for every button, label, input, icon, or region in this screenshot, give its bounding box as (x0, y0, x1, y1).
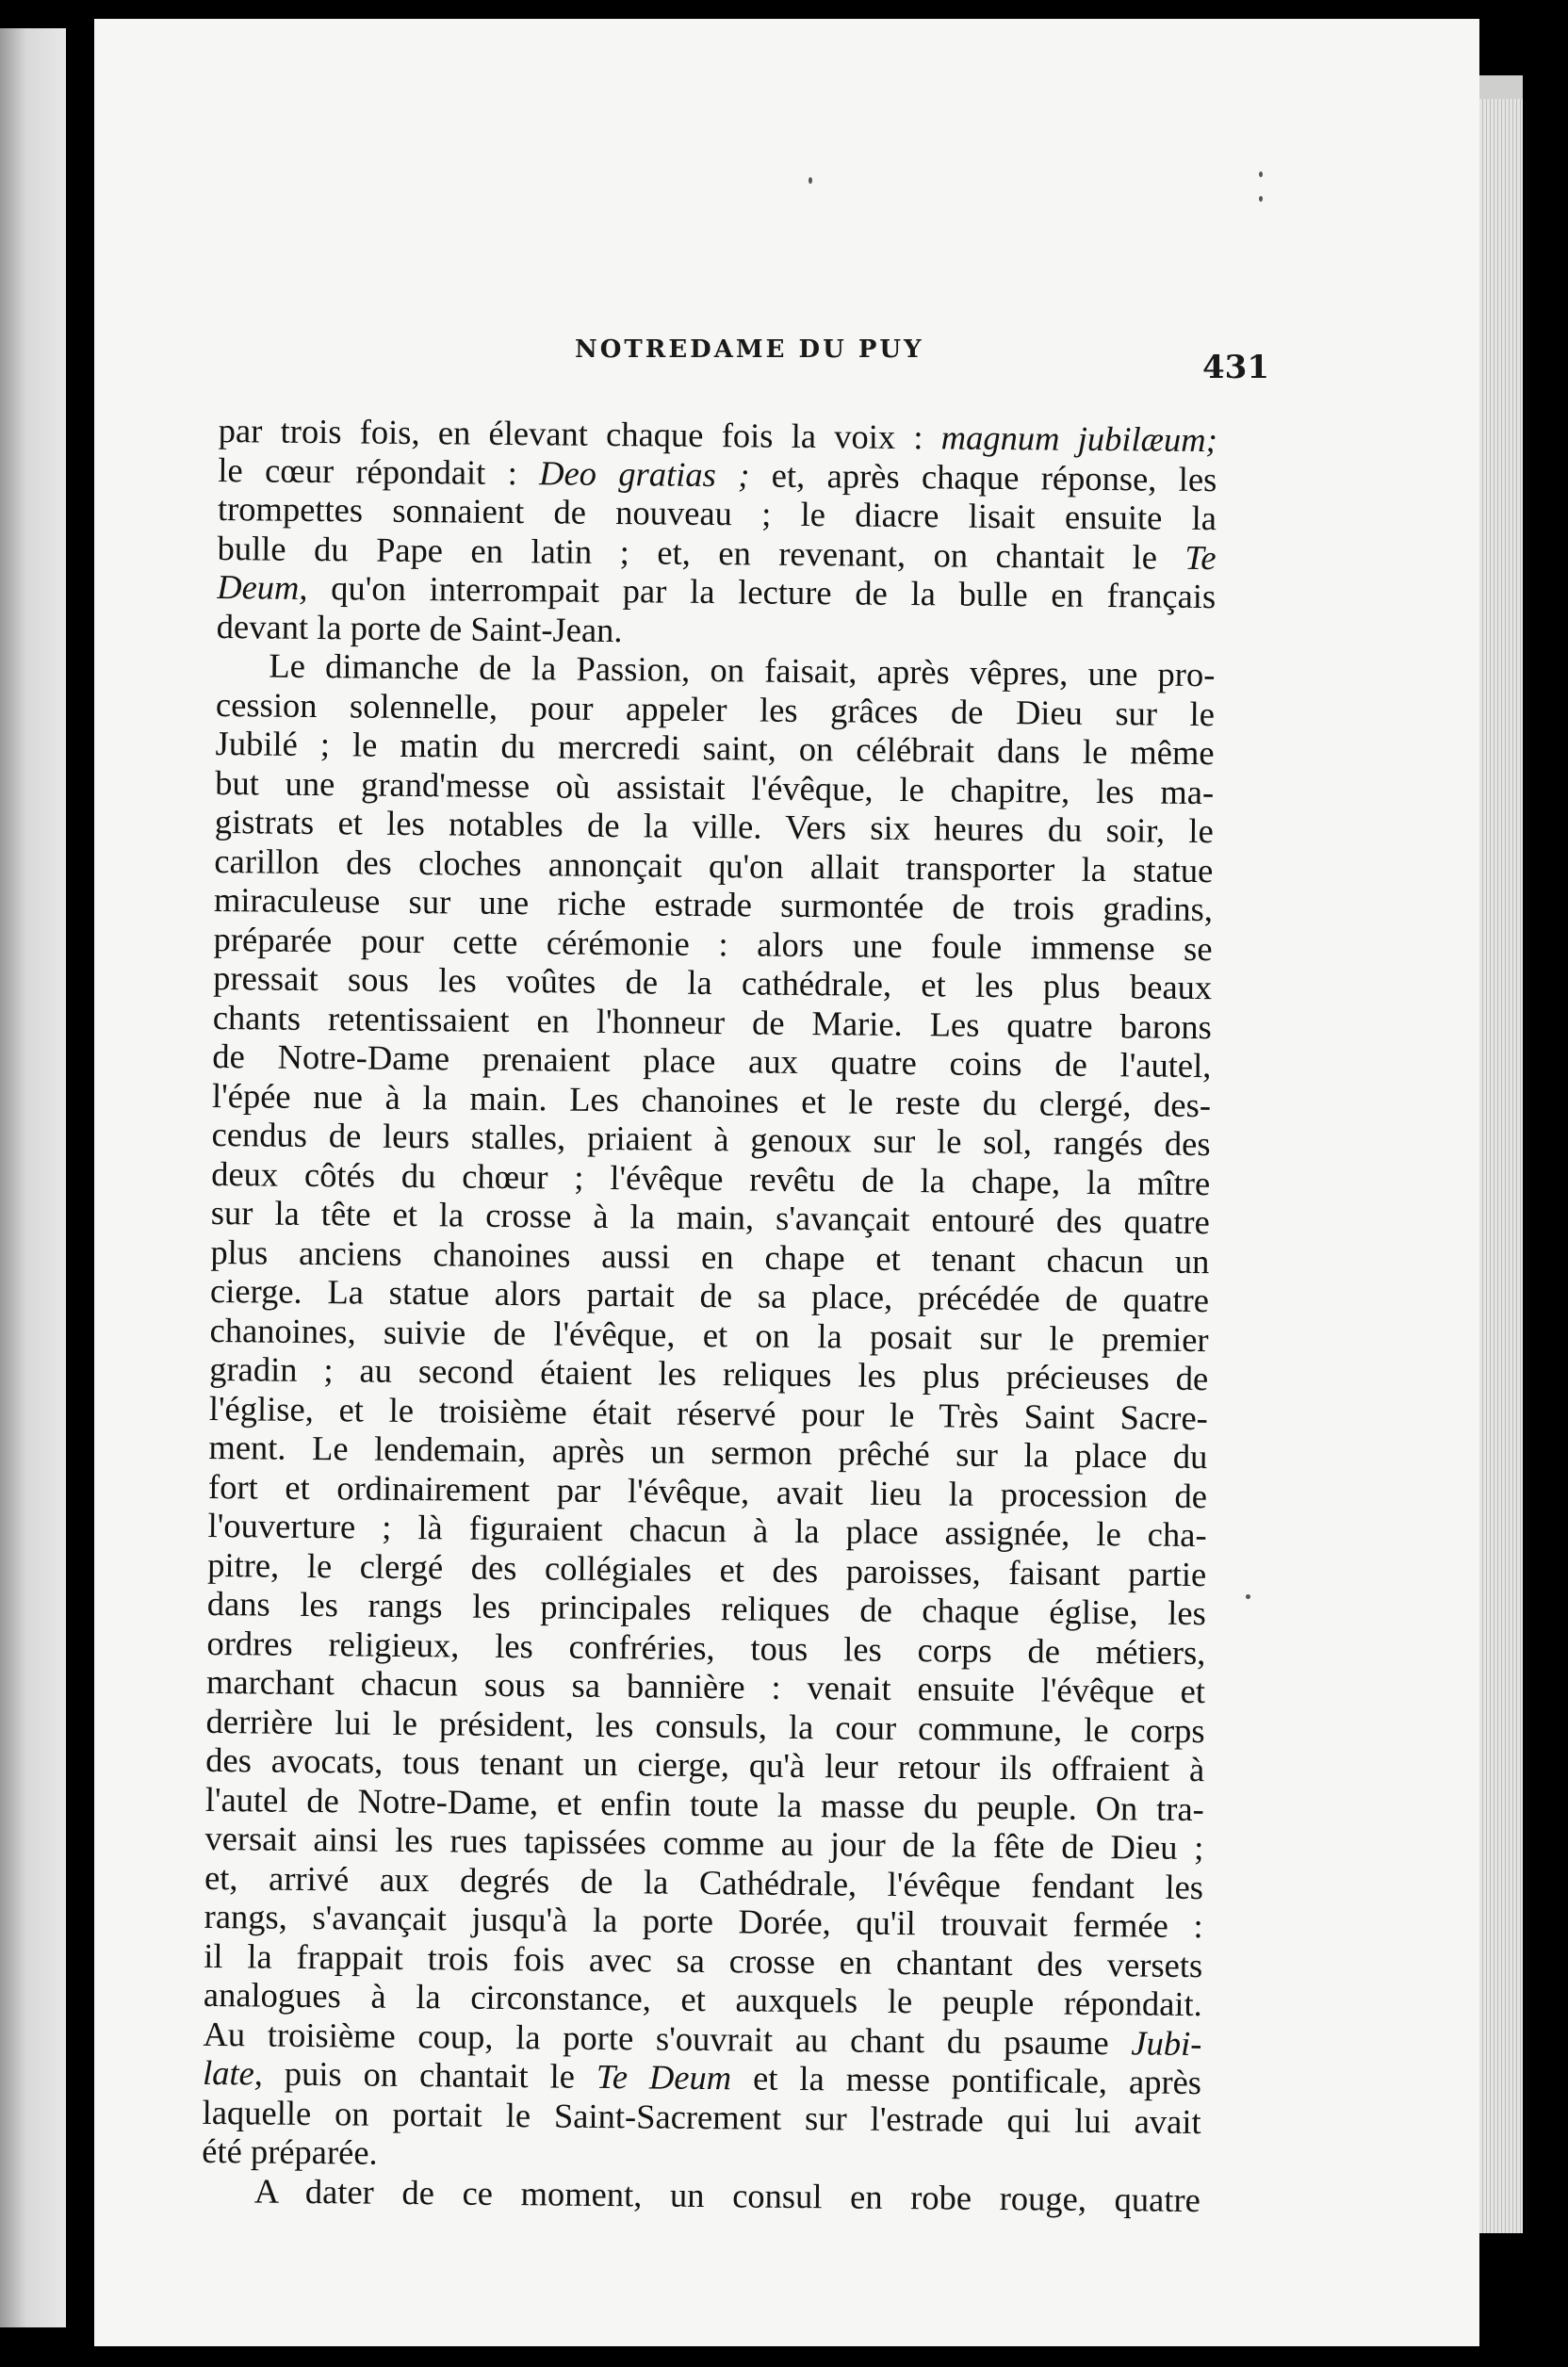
previous-page-edge (0, 28, 66, 2327)
text-run: pressait sous les voûtes de la cathédrale, et les plus beaux (213, 957, 1213, 1007)
text-run: Au troisième coup, la porte s'ouvrait au chant du psaume (203, 2014, 1132, 2062)
text-run: laquelle on portait le Saint-Sacrement sur l'estrade qui lui avait (202, 2092, 1201, 2141)
text-run: marchant chacun sous sa bannière : venait ensuite l'évêque et (205, 1661, 1206, 1711)
text-run: par trois fois, en élevant chaque fois la voix : (218, 411, 941, 457)
text-run: et, arrivé aux degrés de la Cathédrale, l'évêque fendant les (204, 1857, 1204, 1906)
body-text (202, 411, 1217, 2219)
dust-speck (1259, 171, 1263, 177)
text-run: été préparée. (202, 2130, 378, 2172)
text-run: gradin ; au second étaient les reliques les plus précieuses de (209, 1348, 1209, 1398)
italic-run: Deo gratias ; (539, 452, 750, 494)
dust-speck (1259, 196, 1263, 202)
text-run: ment. Le lendemain, après un sermon prêché sur la place du (208, 1427, 1208, 1477)
text-run: chanoines, suivie de l'évêque, et on la posait sur le premier (209, 1310, 1209, 1359)
text-run: dans les rangs les principales reliques de chaque église, les (206, 1583, 1207, 1633)
text-run: l'épée nue à la main. Les chanoines et le reste du clergé, des- (211, 1075, 1212, 1124)
text-run: trompettes sonnaient de nouveau ; le diacre lisait ensuite la (217, 488, 1217, 538)
book-gutter (66, 0, 94, 2367)
text-run: carillon des cloches annonçait qu'on allait transporter la statue (214, 841, 1214, 890)
text-run: gistrats et les notables de la ville. Vers six heures du soir, le (214, 801, 1214, 851)
text-run: qu'on interrompait par la lecture de la bulle en français (307, 567, 1217, 616)
running-title: NOTREDAME DU PUY (575, 335, 924, 364)
text-run: cession solennelle, pour appeler les grâces de Dieu sur le (215, 684, 1216, 733)
italic-run: Deum, (217, 566, 308, 607)
text-run: Le dimanche de la Passion, on faisait, après vêpres, une pro- (269, 645, 1216, 694)
text-run: fort et ordinairement par l'évêque, avait lieu la procession de (207, 1466, 1208, 1515)
text-run: il la frappait trois fois avec sa crosse en chantant des versets (204, 1935, 1203, 1984)
text-run: cendus de leurs stalles, priaient à genoux sur le sol, rangés des (211, 1114, 1211, 1164)
text-run: préparée pour cette cérémonie : alors une foule immense se (213, 919, 1213, 968)
italic-run: Te (1184, 537, 1217, 577)
italic-run: Te Deum (596, 2056, 732, 2098)
text-run: analogues à la circonstance, et auxquels le peuple répondait. (203, 1974, 1203, 2024)
page-stack-edges (1479, 99, 1523, 2233)
italic-run: magnum jubilæum; (940, 417, 1217, 460)
text-run: devant la porte de Saint-Jean. (216, 606, 623, 649)
text-run: plus anciens chanoines aussi en chape et tenant chacun un (210, 1232, 1210, 1281)
text-run: et la messe pontificale, après (730, 2058, 1202, 2102)
text-run: l'église, et le troisième était réservé pour le Très Saint Sacre- (208, 1388, 1208, 1437)
text-run: bulle du Pape en latin ; et, en revenant, on chantait le (217, 528, 1185, 577)
text-run: Jubilé ; le matin du mercredi saint, on célébrait dans le même (215, 723, 1215, 773)
text-run: ordres religieux, les confréries, tous les corps de métiers, (206, 1623, 1206, 1672)
text-run: sur la tête et la crosse à la main, s'avançait entouré des quatre (210, 1192, 1210, 1242)
text-run: versait ainsi les rues tapissées comme au jour de la fête de Dieu ; (204, 1818, 1204, 1868)
text-run: le cœur répondait : (218, 449, 540, 492)
text-run: et, après chaque réponse, les (749, 454, 1217, 498)
text-run: des avocats, tous tenant un cierge, qu'à leur retour ils offraient à (205, 1739, 1205, 1789)
text-run: but une grand'messe où assistait l'évêque, le chapitre, les ma- (215, 762, 1215, 811)
text-run: cierge. La statue alors partait de sa place, précédée de quatre (209, 1270, 1210, 1320)
italic-run: late, (202, 2052, 264, 2093)
text-run: l'autel de Notre-Dame, et enfin toute la masse du peuple. On tra- (204, 1779, 1205, 1828)
dust-speck (1246, 1594, 1250, 1599)
page-number: 431 (1202, 349, 1269, 386)
text-run: deux côtés du chœur ; l'évêque revêtu de la chape, la mître (211, 1153, 1211, 1202)
dust-speck (808, 177, 812, 184)
text-run: pitre, le clergé des collégiales et des paroisses, faisant partie (207, 1544, 1207, 1593)
text-run: rangs, s'avançait jusqu'à la porte Dorée, qu'il trouvait fermée : (204, 1896, 1203, 1946)
text-run: de Notre-Dame prenaient place aux quatre coins de l'autel, (212, 1036, 1212, 1086)
text-run: l'ouverture ; là figuraient chacun à la place assignée, le cha- (207, 1505, 1207, 1555)
text-run: derrière lui le président, les consuls, la cour commune, le corps (205, 1701, 1205, 1750)
text-run: chants retentissaient en l'honneur de Marie. Les quatre barons (212, 997, 1212, 1046)
text-run: puis on chantait le (262, 2053, 597, 2096)
italic-run: Jubi- (1131, 2022, 1202, 2063)
text-run: miraculeuse sur une riche estrade surmontée de trois gradins, (213, 879, 1214, 929)
text-run: A dater de ce moment, un consul en robe rouge, quatre (253, 2170, 1201, 2219)
